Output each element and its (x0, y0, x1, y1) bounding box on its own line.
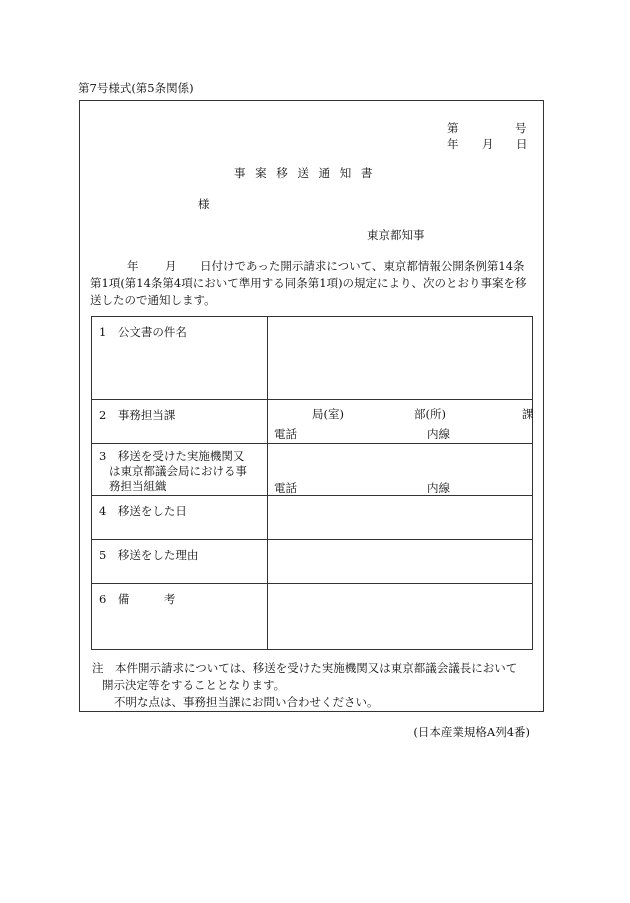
receiving-org-value-cell[interactable] (268, 444, 533, 496)
office-label: 2 事務担当課 (92, 400, 268, 444)
date-month-label: 月 (482, 137, 494, 151)
body-date-year: 年 (127, 259, 139, 273)
note-line1: 注 本件開示請求については、移送を受けた実施機関又は東京都議会議長において (92, 661, 518, 675)
transfer-date-label: 4 移送をした日 (92, 496, 268, 540)
subject-label: 1 公文書の件名 (92, 317, 268, 400)
paper-size-note: (日本産業規格A列4番) (413, 725, 530, 739)
remarks-label: 6 備 考 (92, 584, 268, 650)
number-go-label: 号 (515, 121, 527, 135)
extension-label: 内線 (427, 427, 450, 441)
body-text-line3: 送したので通知します。 (90, 293, 216, 307)
receiving-org-label (92, 444, 268, 496)
table-row (92, 540, 533, 584)
note-line2: 開示決定等をすることとなります。 (102, 678, 286, 692)
extension-label: 内線 (427, 481, 450, 495)
phone-label: 電話 (274, 481, 297, 495)
remarks-value-cell[interactable] (268, 584, 533, 650)
table-row (92, 444, 533, 496)
body-text-line1: 日付けであった開示請求について、東京都情報公開条例第14条 (200, 259, 525, 273)
receiving-org-label-line3: 務担当組織 (109, 479, 167, 493)
department-label: 部(所) (414, 407, 446, 421)
table-row (92, 496, 533, 540)
details-table (91, 316, 533, 650)
date-year-label: 年 (447, 137, 459, 151)
transfer-date-value-cell[interactable] (268, 496, 533, 540)
table-row (92, 317, 533, 400)
table-row (92, 584, 533, 650)
section-label: 課 (522, 407, 534, 421)
notes (92, 660, 538, 711)
phone-label: 電話 (274, 427, 297, 441)
document-title: 事 案 移 送 通 知 書 (234, 166, 373, 180)
issuer-name: 東京都知事 (367, 228, 425, 242)
addressee-suffix: 様 (198, 197, 210, 211)
receiving-org-label-line2: は東京都議会局における事 (109, 464, 247, 478)
form-number: 第7号様式(第5条関係) (78, 81, 194, 95)
office-value-cell[interactable] (268, 400, 533, 444)
bureau-label: 局(室) (312, 407, 344, 421)
receiving-org-label-line1: 3 移送を受けた実施機関又 (99, 449, 245, 463)
transfer-reason-value-cell[interactable] (268, 540, 533, 584)
number-dai-label: 第 (447, 121, 459, 135)
date-day-label: 日 (516, 137, 528, 151)
subject-value-cell[interactable] (268, 317, 533, 400)
table-row (92, 400, 533, 444)
transfer-reason-label: 5 移送をした理由 (92, 540, 268, 584)
note-line3: 不明な点は、事務担当課にお問い合わせください。 (114, 695, 379, 709)
body-date-month: 月 (165, 259, 177, 273)
body-text-line2: 第1項(第14条第4項において準用する同条第1項)の規定により、次のとおり事案を移 (90, 276, 527, 290)
